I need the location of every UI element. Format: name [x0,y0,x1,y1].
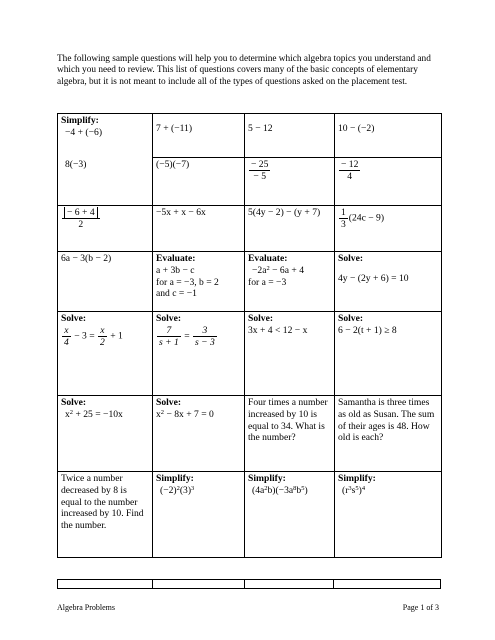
problem-text: $(4a^2b)(-3a^8b^5)$ [252,484,308,496]
problem-text: − 3 = [71,330,98,342]
section-heading: Solve: [156,313,182,324]
problem-cell [153,472,245,558]
problem-cell [335,206,442,252]
problem-cell [245,114,335,158]
word-problem: Four times a number increased by 10 is equal to 34. What is the number? [248,397,328,444]
problem-cell [153,206,245,252]
fraction [249,159,270,182]
problem-text: (−5)(−7) [156,159,190,170]
fraction: $\frac{x}{4}$ [64,324,69,348]
problem-text: 6a − 3(b − 2) [61,253,112,264]
problem-cell [58,312,153,396]
table-row [58,114,442,158]
problem-text: 3x + 4 < 12 − x [248,324,308,336]
numerator: − 12 [341,159,359,170]
problem-text: for a = −3, b = 2 [156,276,219,288]
problem-text: 8(−3) [65,158,87,170]
problem-cell [245,158,335,206]
intro-paragraph: The following sample questions will help you to determine which algebra topics you understand and which you need to review. This list of questions covers many of the basic concepts of elementary algebra, but it is not meant to include all of the types of questions asked on the placement test. [57,54,431,87]
footer-title: Algebra Problems [57,603,115,612]
footer-cell [58,580,153,589]
problem-text: a + 3b − c [156,264,195,276]
problem-text: −4 + (−6) [65,126,103,138]
problem-cell [335,252,442,312]
absolute-value: − 6 + 4 [64,207,98,218]
word-problem: Twice a number decreased by 8 is equal to the number increased by 10. Find the number. [61,473,144,532]
numerator: − 25 [251,159,269,170]
section-heading: Evaluate: [248,253,288,264]
fraction [62,207,100,230]
footer-cell [244,580,334,589]
problem-cell [335,472,442,558]
problem-cell [58,114,153,158]
problem-text: 4y − (2y + 6) = 10 [338,272,409,284]
footer-cell [152,580,244,589]
problem-cell [245,396,335,472]
problem-text: $(-2)^2(3)^3$ [160,484,195,496]
problem-cell [58,252,153,312]
table-row [58,396,442,472]
section-heading: Simplify: [156,473,194,484]
problem-text: $x^2 - 8x + 7 = 0$ [156,408,214,420]
problem-text: 5(4y − 2) − (y + 7) [248,207,321,218]
problem-cell [153,252,245,312]
page-number: Page 1 of 3 [402,603,439,612]
section-heading: Simplify: [61,115,99,126]
problem-text: and c = −1 [156,288,197,300]
problem-cell [245,252,335,312]
table-row [58,158,442,206]
section-heading: Simplify: [248,473,286,484]
problem-cell [153,312,245,396]
fraction: $\frac{3}{s - 3}$ [195,324,215,348]
section-heading: Simplify: [338,473,376,484]
table-row [58,312,442,396]
problem-text: 6 − 2(t + 1) ≥ 8 [338,324,397,336]
problem-cell [153,114,245,158]
problems-table [57,113,442,558]
problem-cell [153,158,245,206]
fraction [339,159,360,182]
problem-text: 5 − 12 [248,123,273,134]
problem-text: −5x + x − 6x [156,207,206,218]
fraction: $\frac{x}{2}$ [100,324,105,348]
problem-cell [58,472,153,558]
numerator [62,207,100,219]
fraction: $\frac{7}{s + 1}$ [159,324,179,348]
problem-cell [335,158,442,206]
section-heading: Solve: [338,313,364,324]
section-heading: Solve: [248,313,274,324]
table-row [58,206,442,252]
problem-text: 10 − (−2) [338,123,375,134]
problem-text: $(r^3s^5)^4$ [342,484,366,496]
section-heading: Evaluate: [156,253,196,264]
section-heading: Solve: [156,397,182,408]
problem-cell [335,114,442,158]
denominator: 3 [341,219,346,230]
section-heading: Solve: [338,253,364,264]
numerator: 1 [341,207,346,218]
denominator: 2 [78,219,84,230]
section-heading: Solve: [61,397,87,408]
problem-cell [335,396,442,472]
word-problem: Samantha is three times as old as Susan. The sum of their ages is 48. How old is each? [338,397,435,444]
fraction [339,207,348,230]
denominator: − 5 [253,171,266,182]
problem-text: = [181,330,193,342]
problem-cell [335,312,442,396]
problem-text: 7 + (−11) [156,123,193,134]
denominator: 4 [347,171,353,182]
problem-cell [153,396,245,472]
problem-text: $-2a^2 - 6a + 4$ [252,264,304,276]
problem-text: for a = −3 [248,276,287,288]
problem-cell [58,158,153,206]
problem-text: $x^2 + 25 = -10x$ [65,408,123,420]
problem-cell [58,206,153,252]
footer-cell [334,580,441,589]
problem-text: (24c − 9) [348,212,385,224]
problem-cell [58,396,153,472]
section-heading: Solve: [61,313,87,324]
problem-cell [245,206,335,252]
footer-grid [57,579,441,589]
table-row [58,252,442,312]
table-row [58,472,442,558]
problem-cell [245,312,335,396]
problem-cell [245,472,335,558]
problem-text: + 1 [107,330,123,342]
